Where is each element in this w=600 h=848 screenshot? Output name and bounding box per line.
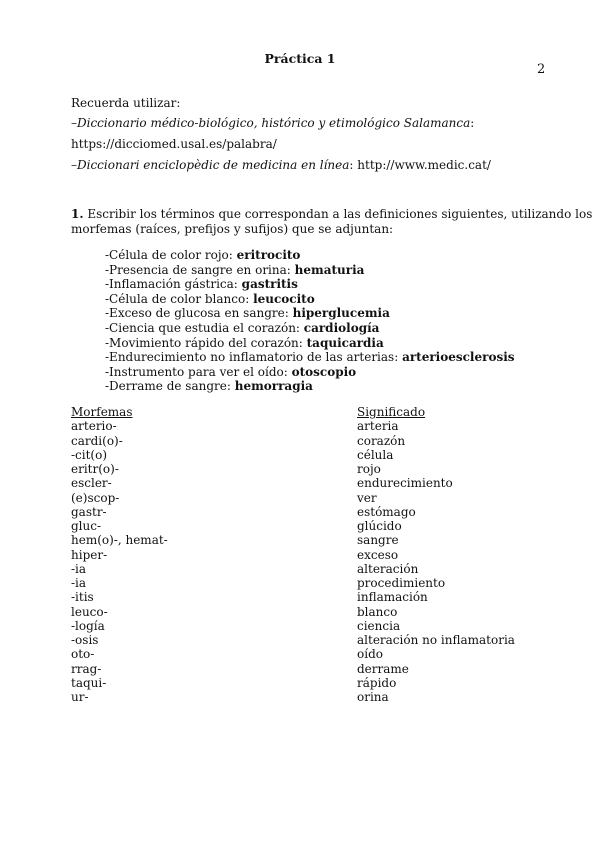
reference-2 — [71, 158, 491, 172]
definition-item — [105, 292, 515, 307]
definition-item — [105, 277, 515, 292]
morfema-item: -ia — [71, 576, 87, 590]
morfema-item: escler- — [71, 476, 112, 491]
significado-item: célula — [357, 447, 394, 462]
page-title: Práctica 1 — [264, 51, 336, 66]
definition-answer: hemorragia — [234, 379, 313, 394]
significado-item: alteración no inflamatoria — [357, 633, 515, 647]
significado-item: alteración — [357, 561, 419, 576]
definition-text: -Derrame de sangre: — [105, 379, 235, 394]
reference-2-prefix: – — [71, 158, 77, 172]
exercise-instruction-line-2: morfemas (raíces, prefijos y sufijos) que se adjuntan: — [71, 222, 394, 236]
definition-item — [105, 263, 515, 278]
morfemas-column — [71, 405, 168, 704]
definition-answer: arterioesclerosis — [402, 350, 515, 365]
reference-2-colon: : — [349, 158, 358, 172]
morfema-item: taqui- — [71, 675, 107, 690]
definition-text: -Célula de color blanco: — [105, 291, 254, 306]
morfema-item: (e)scop- — [71, 490, 120, 505]
definition-answer: hiperglucemia — [292, 306, 390, 321]
definition-item — [105, 365, 515, 380]
significado-item: glúcido — [357, 519, 402, 533]
morfema-item: arterio- — [71, 419, 117, 434]
significado-item: corazón — [357, 433, 406, 448]
definition-item — [105, 306, 515, 321]
recuerda-text: Recuerda utilizar: — [71, 96, 181, 110]
morfema-item: eritr(o)- — [71, 462, 119, 476]
reference-1 — [71, 116, 474, 130]
morfema-item: -logía — [71, 618, 105, 633]
definition-answer: eritrocito — [236, 248, 301, 262]
significado-item: exceso — [357, 547, 399, 562]
definition-answer: gastritis — [241, 277, 298, 292]
reference-1-link[interactable]: https://dicciomed.usal.es/palabra/ — [71, 137, 277, 151]
significado-header: Significado — [357, 405, 426, 419]
significado-item: rojo — [357, 462, 381, 476]
significado-item: procedimiento — [357, 576, 446, 590]
reference-1-colon: : — [470, 116, 475, 130]
morfema-item: -osis — [71, 633, 99, 647]
definition-text: -Ciencia que estudia el corazón: — [105, 320, 304, 335]
definition-item — [105, 321, 515, 336]
morfema-item: hiper- — [71, 547, 108, 562]
definitions-list — [105, 248, 515, 394]
significado-item: orina — [357, 690, 389, 704]
definition-item — [105, 336, 515, 351]
significado-item: derrame — [357, 661, 409, 676]
significado-item: estómago — [357, 504, 416, 519]
definition-text: -Movimiento rápido del corazón: — [105, 335, 307, 350]
morfema-item: leuco- — [71, 604, 108, 619]
instruction-text-1: Escribir los términos que correspondan a las definiciones siguientes, utilizando los — [83, 207, 593, 221]
definition-answer: leucocito — [253, 291, 315, 306]
exercise-instruction-line-1 — [71, 207, 592, 221]
definition-text: -Presencia de sangre en orina: — [105, 262, 295, 277]
morfema-item: -ia — [71, 561, 87, 576]
reference-2-name: Diccionari enciclopèdic de medicina en línea — [77, 158, 350, 172]
definition-text: -Instrumento para ver el oído: — [105, 364, 292, 379]
reference-1-prefix: – — [71, 116, 77, 130]
morfema-item: -cit(o) — [71, 447, 108, 462]
significado-item: endurecimiento — [357, 476, 453, 491]
morfema-item: rrag- — [71, 661, 102, 676]
definition-text: -Célula de color rojo: — [105, 248, 237, 262]
reference-2-link[interactable]: http://www.medic.cat/ — [357, 158, 491, 172]
morfema-item: -itis — [71, 590, 94, 605]
morfema-item: ur- — [71, 690, 89, 704]
significado-item: rápido — [357, 675, 397, 690]
definition-answer: taquicardia — [306, 335, 384, 350]
significado-item: blanco — [357, 604, 398, 619]
significado-item: ciencia — [357, 618, 401, 633]
morfema-item: cardi(o)- — [71, 433, 123, 448]
morfema-item: hem(o)-, hemat- — [71, 533, 168, 548]
significado-item: arteria — [357, 419, 399, 434]
definition-item — [105, 379, 515, 394]
reference-1-name: Diccionario médico-biológico, histórico y etimológico Salamanca — [77, 116, 471, 130]
morfema-item: gastr- — [71, 504, 107, 519]
definition-answer: cardiología — [303, 320, 380, 335]
page-number: 2 — [537, 62, 546, 77]
definition-text: -Endurecimiento no inflamatorio de las arterias: — [105, 350, 403, 365]
morfemas-header: Morfemas — [71, 405, 133, 419]
significado-column — [357, 405, 515, 704]
definition-answer: otoscopio — [291, 364, 357, 379]
significado-item: ver — [357, 490, 377, 505]
definition-item — [105, 350, 515, 365]
definition-text: -Exceso de glucosa en sangre: — [105, 306, 293, 321]
morfema-item: oto- — [71, 647, 95, 662]
definition-answer: hematuria — [294, 262, 365, 277]
significado-item: sangre — [357, 533, 399, 548]
definition-item — [105, 248, 515, 263]
exercise-number: 1. — [71, 207, 84, 221]
morfema-item: gluc- — [71, 519, 102, 533]
definition-text: -Inflamación gástrica: — [105, 277, 242, 292]
significado-item: inflamación — [357, 590, 428, 605]
significado-item: oído — [357, 647, 383, 662]
reference-1-url-line — [71, 137, 277, 151]
